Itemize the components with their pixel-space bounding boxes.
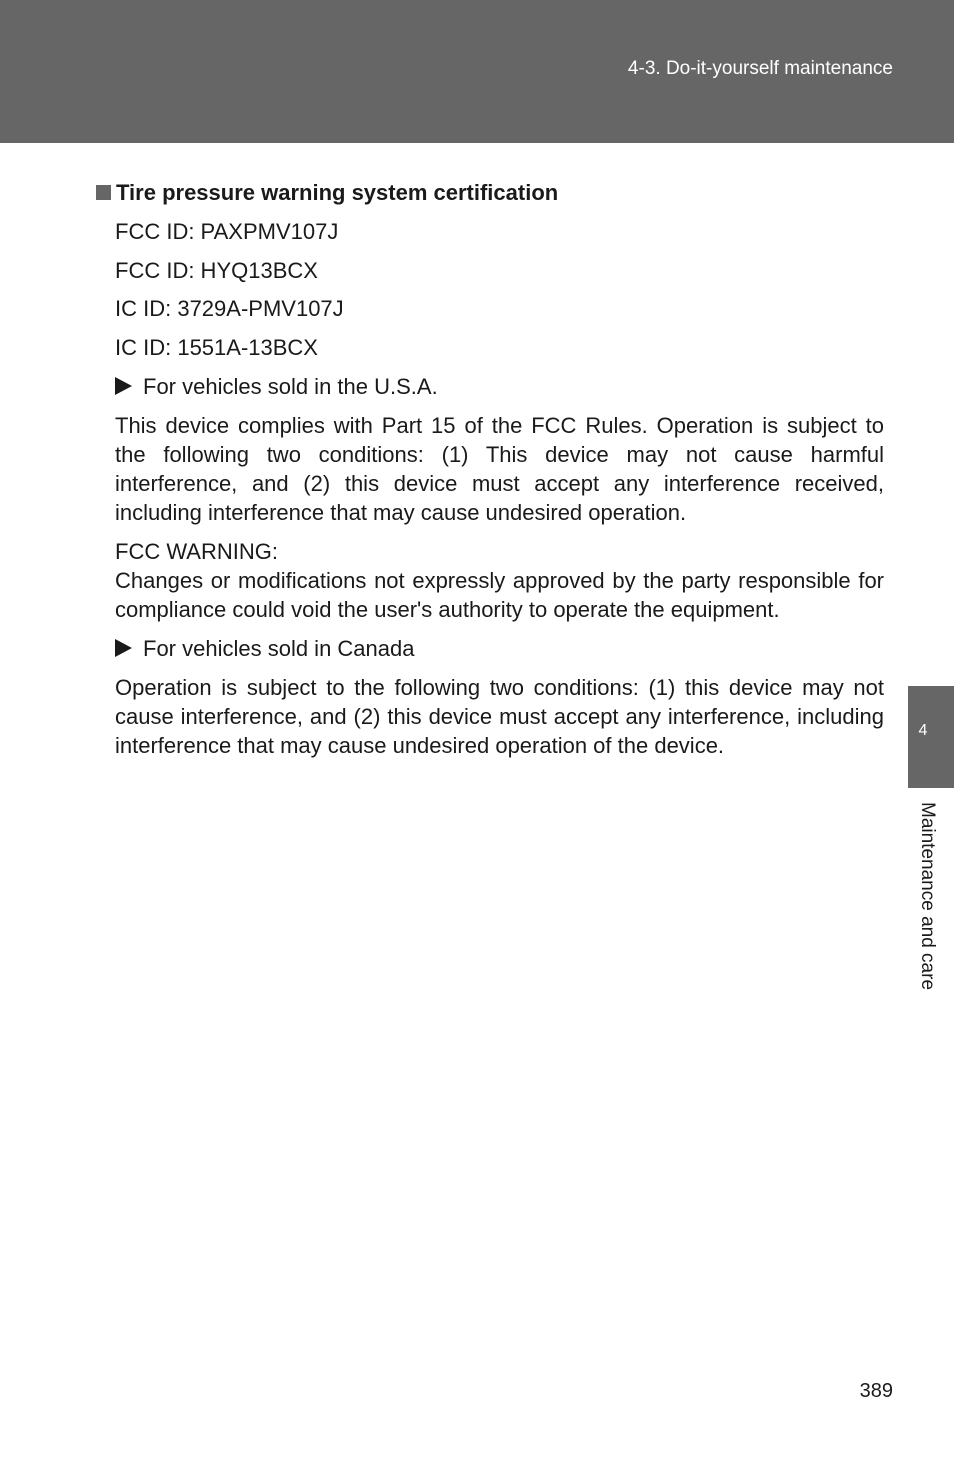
usa-region-text: For vehicles sold in the U.S.A. (143, 373, 438, 399)
id-line: IC ID: 3729A-PMV107J (115, 296, 344, 322)
main-content (96, 178, 884, 770)
fcc-warning-title: FCC WARNING: (115, 538, 278, 564)
chapter-label: Maintenance and care (917, 802, 938, 991)
canada-region-label (115, 634, 884, 663)
triangle-right-icon (115, 639, 132, 657)
canada-statement: Operation is subject to the following two conditions: (1) this device may not cause interference, and (2) this device must accept any interference, including interference that may cause undesired operation of the device. (115, 674, 884, 758)
id-line: FCC ID: PAXPMV107J (115, 219, 339, 244)
canada-region-text: For vehicles sold in Canada (143, 635, 415, 661)
header-band (0, 0, 954, 143)
triangle-right-icon (115, 377, 132, 395)
section-heading (96, 178, 884, 207)
id-line: IC ID: 1551A-13BCX (115, 335, 318, 361)
fcc-warning-text: Changes or modifications not expressly approved by the party responsible for compliance could void the user's authority to operate the equipment. (115, 567, 884, 622)
chapter-tab (908, 686, 954, 788)
square-bullet-icon (96, 185, 111, 200)
id-line: FCC ID: HYQ13BCX (115, 257, 318, 283)
usa-region-label (115, 372, 884, 401)
usa-statement: This device complies with Part 15 of the FCC Rules. Operation is subject to the following two conditions: (1) This device may not cause harmful interference, and (2) this device must accept any interference received, including interference that may cause undesired operation. (115, 412, 884, 525)
heading-text: Tire pressure warning system certification (116, 180, 559, 205)
page-number: 389 (859, 1380, 893, 1402)
id-list (115, 217, 884, 362)
chapter-number: 4 (918, 722, 928, 739)
section-title: 4-3. Do-it-yourself maintenance (627, 58, 893, 79)
